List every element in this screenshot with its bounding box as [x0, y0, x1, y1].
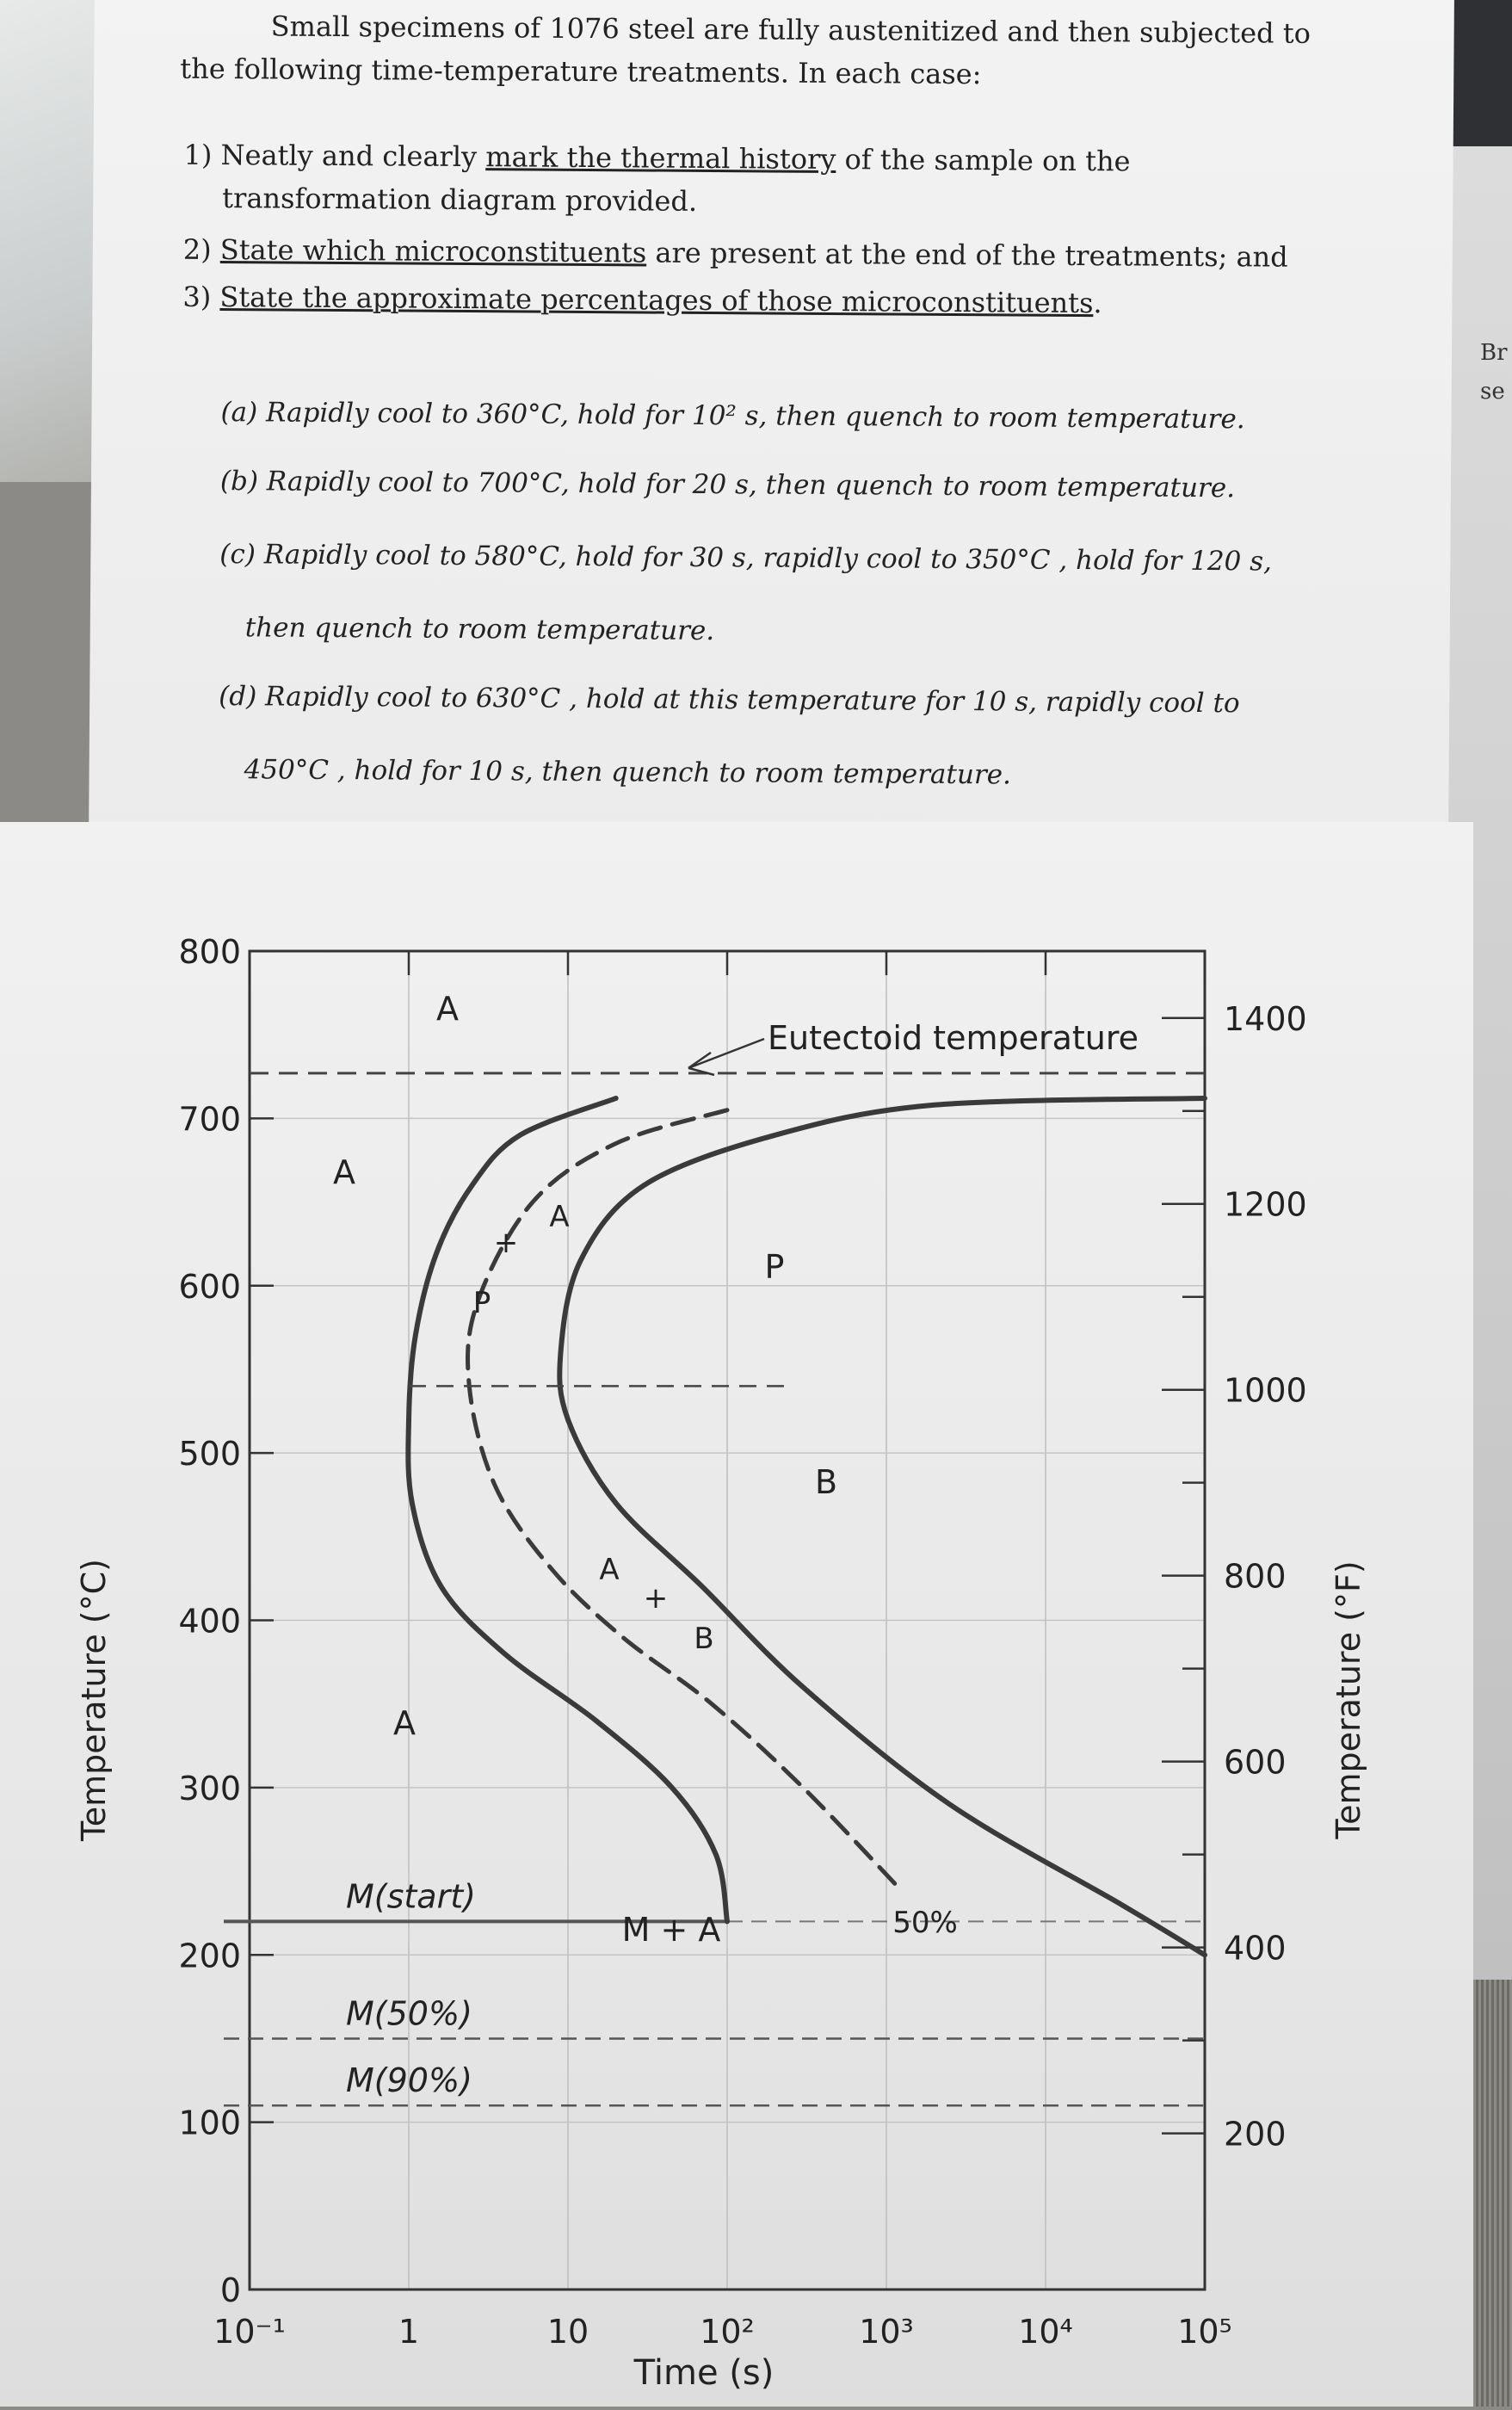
- region-label: P: [764, 1248, 785, 1286]
- y-tick-label-right: 200: [1224, 2115, 1287, 2154]
- region-label: A: [333, 1153, 355, 1191]
- intro-line-2: the following time-temperature treatments. In each case:: [180, 52, 982, 91]
- y-tick-label-left: 100: [178, 2104, 241, 2142]
- step-1-underlined: mark the thermal history: [485, 140, 836, 176]
- case-c-line-1: (c) Rapidly cool to 580°C, hold for 30 s, rapidly cool to 350°C , hold for 120 s,: [219, 539, 1273, 578]
- region-label: M + A: [621, 1911, 721, 1949]
- x-tick-label: 10³: [859, 2313, 914, 2351]
- y-tick-label-right: 1200: [1224, 1185, 1307, 1224]
- x-tick-label: 10²: [700, 2313, 755, 2351]
- y-tick-label-right: 600: [1224, 1743, 1287, 1782]
- step-3: [182, 281, 1102, 319]
- step-1-text-a: Neatly and clearly: [220, 139, 478, 174]
- case-a: (a) Rapidly cool to 360°C, hold for 10² s, then quench to room temperature.: [220, 397, 1245, 436]
- x-tick-label: 10: [546, 2313, 589, 2351]
- region-label: A: [549, 1200, 570, 1234]
- region-label: B: [814, 1463, 838, 1501]
- y-tick-label-left: 600: [178, 1267, 241, 1306]
- case-d-line-2: 450°C , hold for 10 s, then quench to room temperature.: [244, 754, 1012, 791]
- x-tick-label: 10⁴: [1018, 2313, 1073, 2351]
- region-label: A: [436, 990, 459, 1028]
- x-tick-label: 1: [398, 2313, 420, 2351]
- y-tick-label-left: 200: [178, 1937, 241, 1975]
- y-tick-label-right: 800: [1224, 1557, 1287, 1596]
- step-3-underlined: State the approximate percentages of those microconstituents: [219, 281, 1094, 320]
- step-1-line-1: [183, 139, 1130, 178]
- eutectoid-label: Eutectoid temperature: [768, 1019, 1139, 1057]
- curve-transformation-2: [559, 1098, 1205, 1955]
- step-1-line-2: transformation diagram provided.: [222, 182, 698, 218]
- step-2: [183, 233, 1288, 274]
- y-tick-label-right: 1000: [1224, 1371, 1307, 1410]
- step-1-text-b: of the sample on the: [844, 143, 1131, 178]
- y-tick-label-right: 400: [1224, 1929, 1287, 1968]
- y-tick-label-left: 300: [178, 1769, 241, 1808]
- region-label: A: [393, 1704, 416, 1742]
- y-tick-label-left: 0: [219, 2271, 241, 2309]
- transformation-curves: [408, 1098, 1205, 1955]
- y-tick-label-left: 400: [178, 1602, 241, 1641]
- case-b: (b) Rapidly cool to 700°C, hold for 20 s, then quench to room temperature.: [219, 466, 1236, 504]
- region-label: P: [472, 1286, 491, 1320]
- y-tick-label-left: 800: [178, 933, 241, 971]
- y-tick-label-left: 700: [178, 1100, 241, 1139]
- ttt-diagram: [0, 822, 1473, 2407]
- y-axis-title-left: Temperature (°C): [75, 1559, 113, 1841]
- step-3-number: 3): [182, 280, 212, 313]
- step-2-text: are present at the end of the treatments; and: [655, 236, 1288, 274]
- case-d-line-1: (d) Rapidly cool to 630°C , hold at this temperature for 10 s, rapidly cool to: [219, 681, 1240, 720]
- region-label: B: [694, 1622, 714, 1656]
- x-axis-title: Time (s): [633, 2353, 775, 2393]
- martensite-label: M(start): [346, 1877, 476, 1916]
- y-tick-label-right: 1400: [1224, 999, 1307, 1038]
- region-label: +: [493, 1226, 519, 1260]
- step-2-number: 2): [182, 232, 212, 266]
- x-tick-label: 10⁵: [1177, 2313, 1232, 2351]
- intro-line-1: Small specimens of 1076 steel are fully austenitized and then subjected to: [270, 9, 1311, 50]
- region-label: +: [643, 1581, 669, 1616]
- diagram-sheet: [0, 822, 1473, 2407]
- side-note-line-2: se: [1480, 379, 1505, 405]
- x-tick-label: 10⁻¹: [213, 2313, 286, 2351]
- region-label: 50%: [892, 1906, 958, 1940]
- side-note-line-1: Br: [1480, 340, 1508, 366]
- eutectoid-arrow-icon: [688, 1039, 764, 1075]
- step-3-period: .: [1093, 287, 1102, 320]
- martensite-label: M(50%): [346, 1994, 472, 2033]
- problem-sheet: [89, 0, 1454, 853]
- martensite-label: M(90%): [346, 2061, 472, 2100]
- region-label: A: [599, 1553, 620, 1587]
- y-axis-title-right: Temperature (°F): [1330, 1560, 1367, 1839]
- step-1-number: 1): [183, 138, 213, 171]
- step-2-underlined: State which microconstituents: [219, 233, 647, 269]
- case-c-line-2: then quench to room temperature.: [244, 612, 715, 647]
- y-tick-label-left: 500: [178, 1435, 241, 1474]
